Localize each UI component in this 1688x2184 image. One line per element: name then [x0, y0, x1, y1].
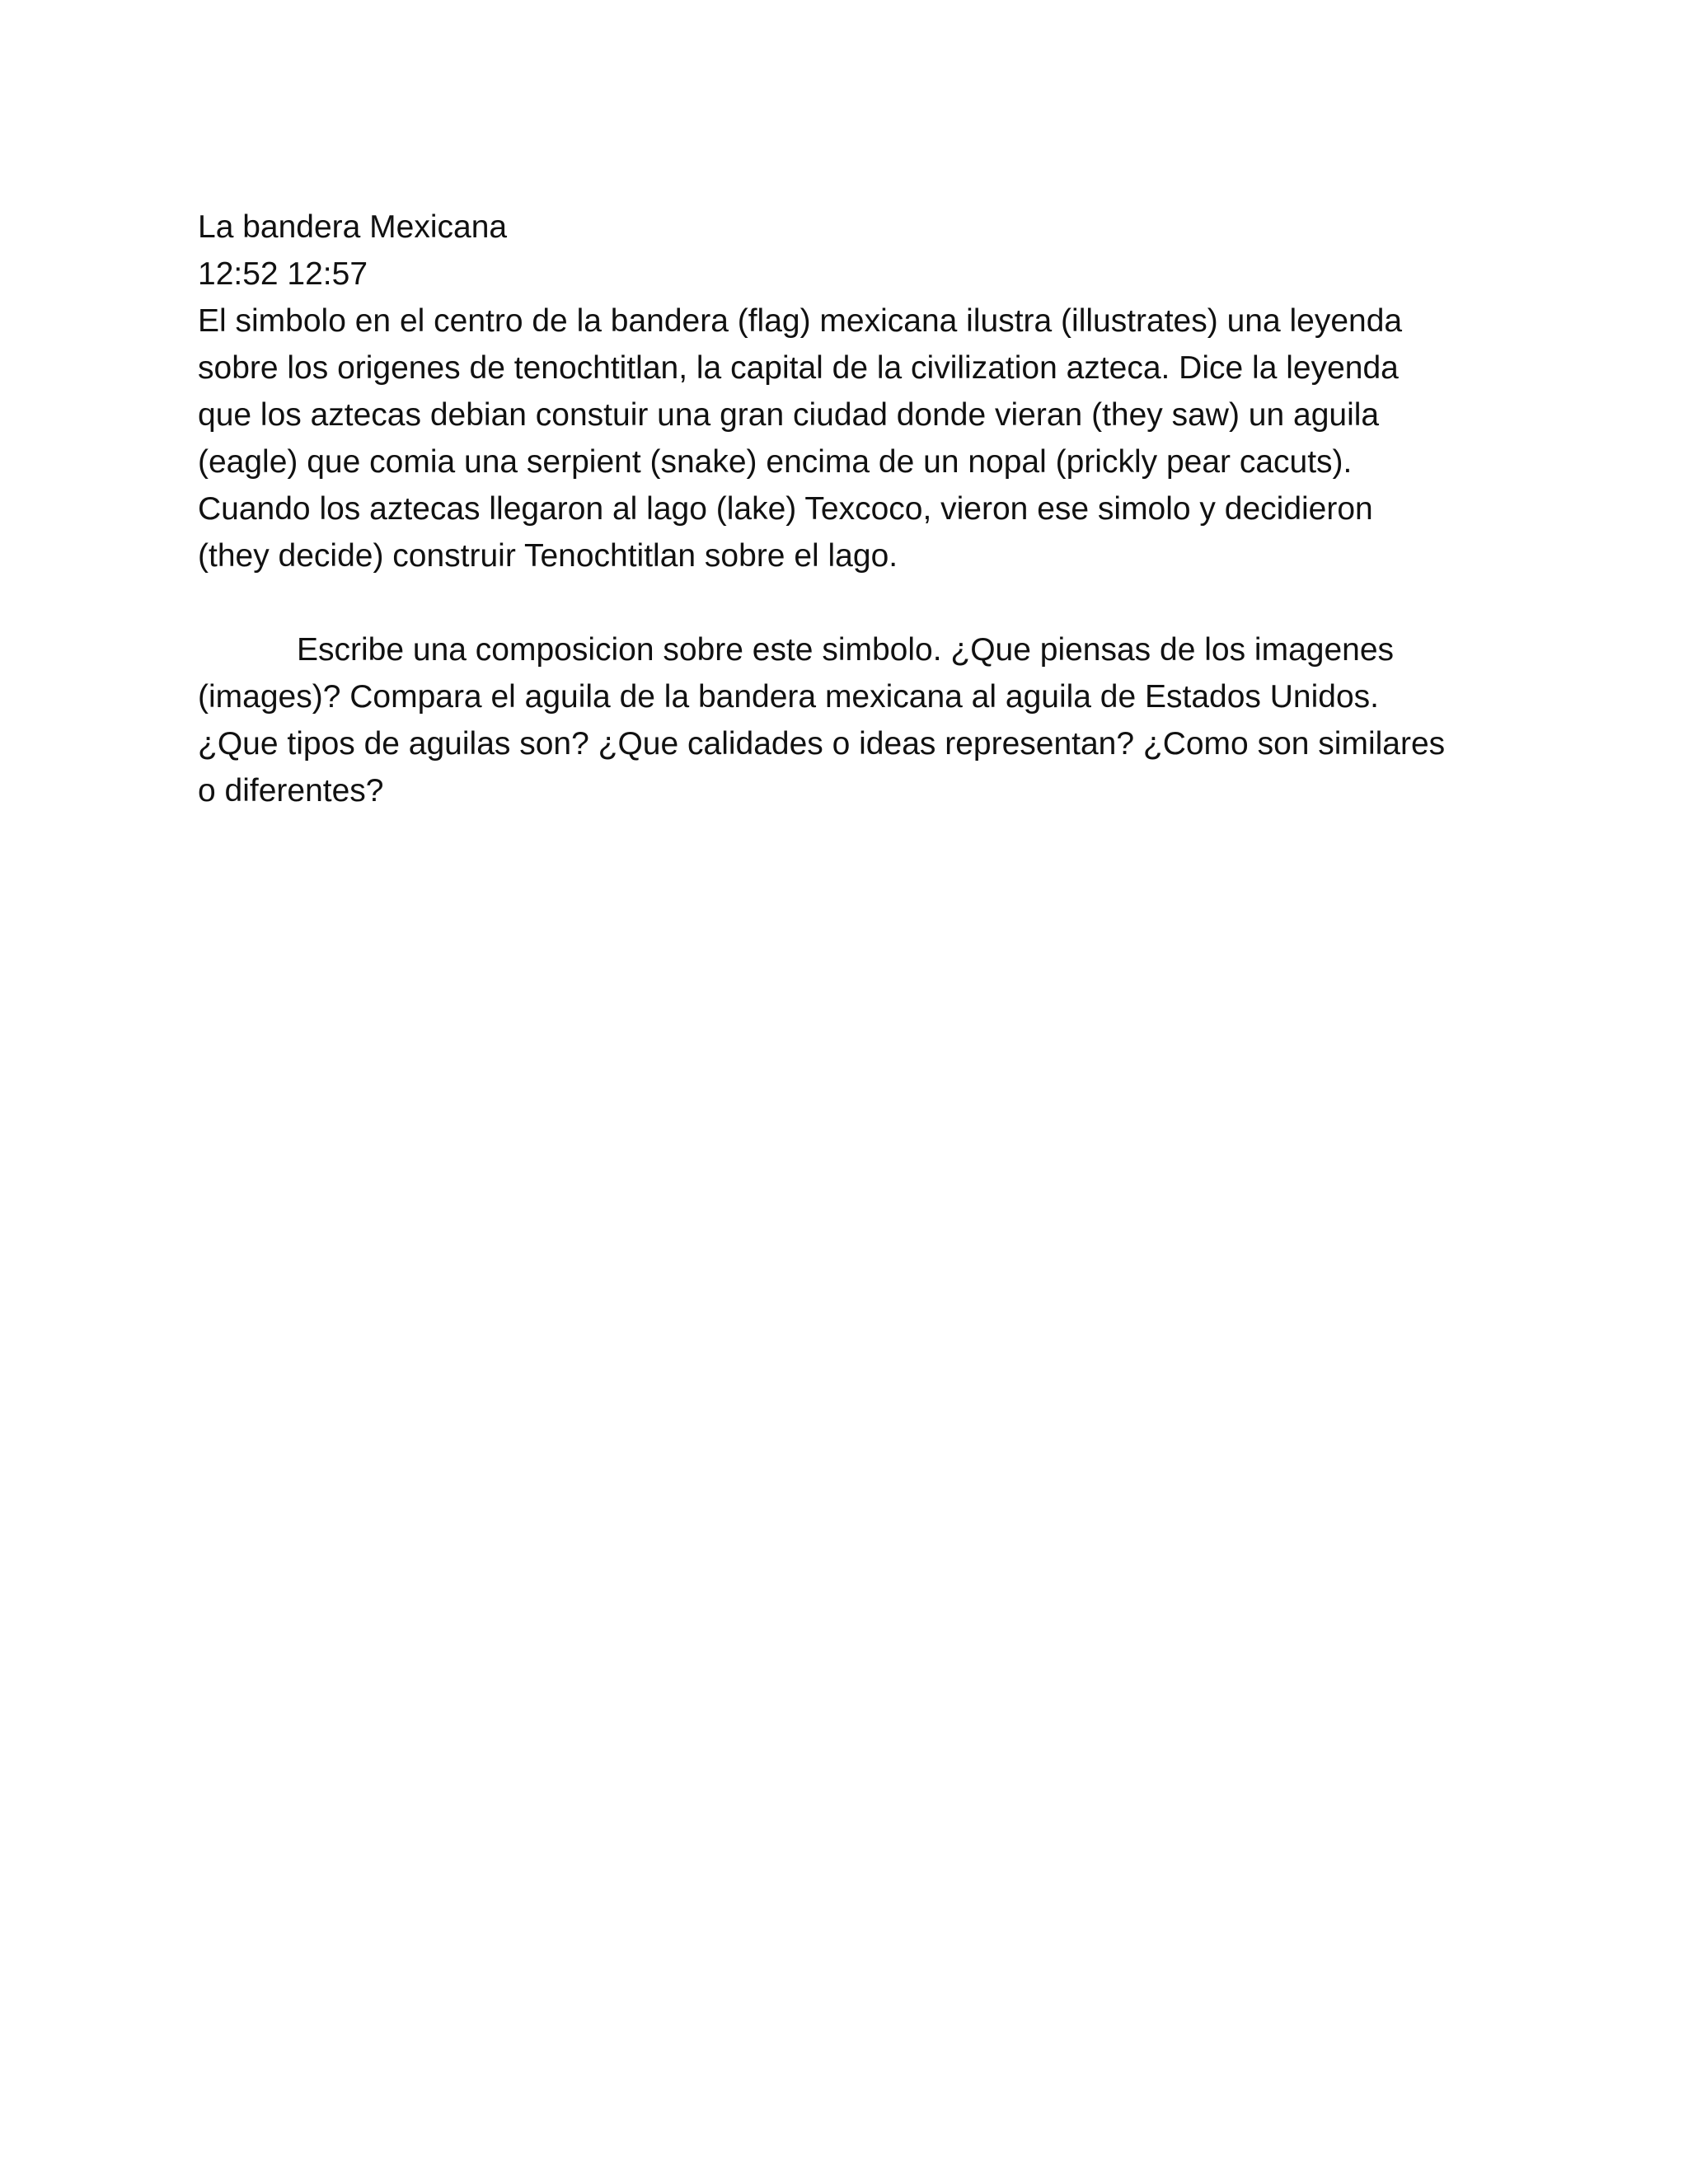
paragraph-prompt: [198, 626, 1500, 814]
document-body: [198, 204, 1500, 814]
paragraph-legend: [198, 298, 1500, 579]
paragraph-line: (images)? Compara el aguila de la bandera mexicana al aguila de Estados Unidos.: [198, 679, 1380, 715]
paragraph-line: (eagle) que comia una serpient (snake) encima de un nopal (prickly pear cacuts).: [198, 444, 1353, 480]
document-title: La bandera Mexicana: [198, 209, 508, 245]
paragraph-line-text: Escribe una composicion sobre este simbolo. ¿Que piensas de los imagenes: [297, 632, 1395, 668]
paragraph-line: ¿Que tipos de aguilas son? ¿Que calidades o ideas representan? ¿Como son similares: [198, 726, 1446, 762]
paragraph-line-indented: [198, 626, 1500, 673]
paragraph-line: o diferentes?: [198, 773, 384, 808]
paragraph-gap: [198, 579, 1500, 626]
paragraph-line: sobre los origenes de tenochtitlan, la capital de la civilization azteca. Dice la leyenda: [198, 350, 1399, 386]
paragraph-line: Cuando los aztecas llegaron al lago (lake) Texcoco, vieron ese simolo y decidieron: [198, 491, 1373, 527]
paragraph-line: (they decide) construir Tenochtitlan sobre el lago.: [198, 538, 898, 574]
paragraph-line: El simbolo en el centro de la bandera (flag) mexicana ilustra (illustrates) una leyenda: [198, 303, 1403, 339]
document-times: 12:52 12:57: [198, 256, 368, 292]
paragraph-line: que los aztecas debian constuir una gran ciudad donde vieran (they saw) un aguila: [198, 397, 1380, 433]
